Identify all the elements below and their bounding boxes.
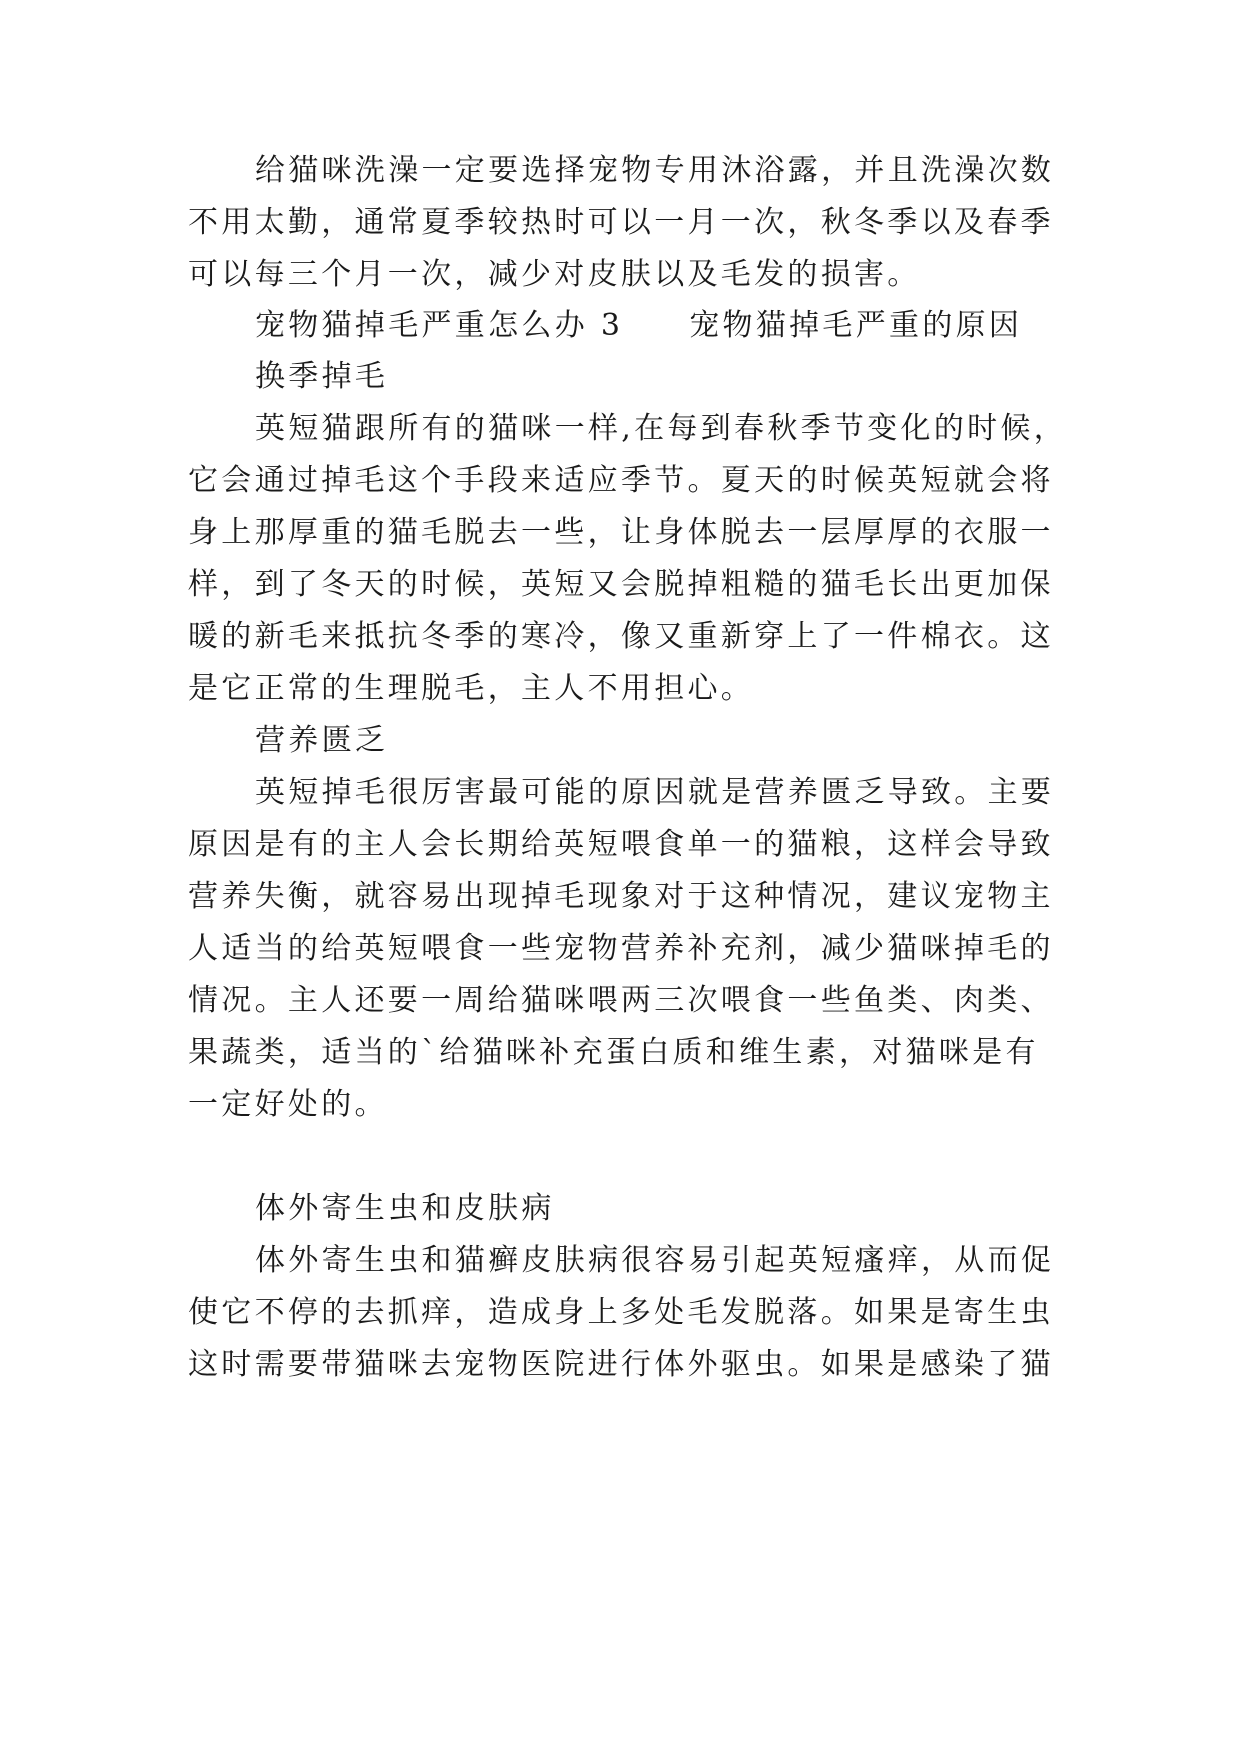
paragraph-line: 果蔬类，适当的`给猫咪补充蛋白质和维生素，对猫咪是有: [188, 1035, 1039, 1070]
section-title-right: 宠物猫掉毛严重的原因: [689, 308, 1023, 343]
paragraph-line: 身上那厚重的猫毛脱去一些，让身体脱去一层厚厚的衣服一: [188, 515, 1054, 550]
paragraph-line: 是它正常的生理脱毛，主人不用担心。: [188, 671, 755, 706]
paragraph-line: 情况。主人还要一周给猫咪喂两三次喂食一些鱼类、肉类、: [188, 983, 1054, 1018]
paragraph-line: 营养失衡，就容易出现掉毛现象对于这种情况，建议宠物主: [188, 879, 1054, 914]
paragraph-line: 给猫咪洗澡一定要选择宠物专用沐浴露，并且洗澡次数: [255, 153, 1055, 188]
subheading: 体外寄生虫和皮肤病: [255, 1191, 555, 1226]
paragraph-line: 人适当的给英短喂食一些宠物营养补充剂，减少猫咪掉毛的: [188, 931, 1054, 966]
paragraph-line: 不用太勤，通常夏季较热时可以一月一次，秋冬季以及春季: [188, 205, 1054, 240]
paragraph-line: 样，到了冬天的时候，英短又会脱掉粗糙的猫毛长出更加保: [188, 567, 1054, 602]
paragraph-line: 英短猫跟所有的猫咪一样,在每到春秋季节变化的时候，: [255, 411, 1068, 446]
subheading: 换季掉毛: [255, 359, 389, 394]
section-title: [255, 306, 1135, 346]
paragraph-line: 原因是有的主人会长期给英短喂食单一的猫粮，这样会导致: [188, 827, 1054, 862]
paragraph-line: 可以每三个月一次，减少对皮肤以及毛发的损害。: [188, 257, 921, 292]
paragraph-line: 它会通过掉毛这个手段来适应季节。夏天的时候英短就会将: [188, 463, 1054, 498]
section-title-left: 宠物猫掉毛严重怎么办 3: [255, 308, 624, 343]
subheading: 营养匮乏: [255, 723, 389, 758]
paragraph-line: 使它不停的去抓痒，造成身上多处毛发脱落。如果是寄生虫: [188, 1295, 1054, 1330]
paragraph-line: 体外寄生虫和猫癣皮肤病很容易引起英短瘙痒，从而促: [255, 1243, 1055, 1278]
paragraph-line: 一定好处的。: [188, 1087, 388, 1122]
paragraph-line: 暖的新毛来抵抗冬季的寒冷，像又重新穿上了一件棉衣。这: [188, 619, 1054, 654]
paragraph-line: 英短掉毛很厉害最可能的原因就是营养匮乏导致。主要: [255, 775, 1055, 810]
paragraph-line: 这时需要带猫咪去宠物医院进行体外驱虫。如果是感染了猫: [188, 1347, 1054, 1382]
